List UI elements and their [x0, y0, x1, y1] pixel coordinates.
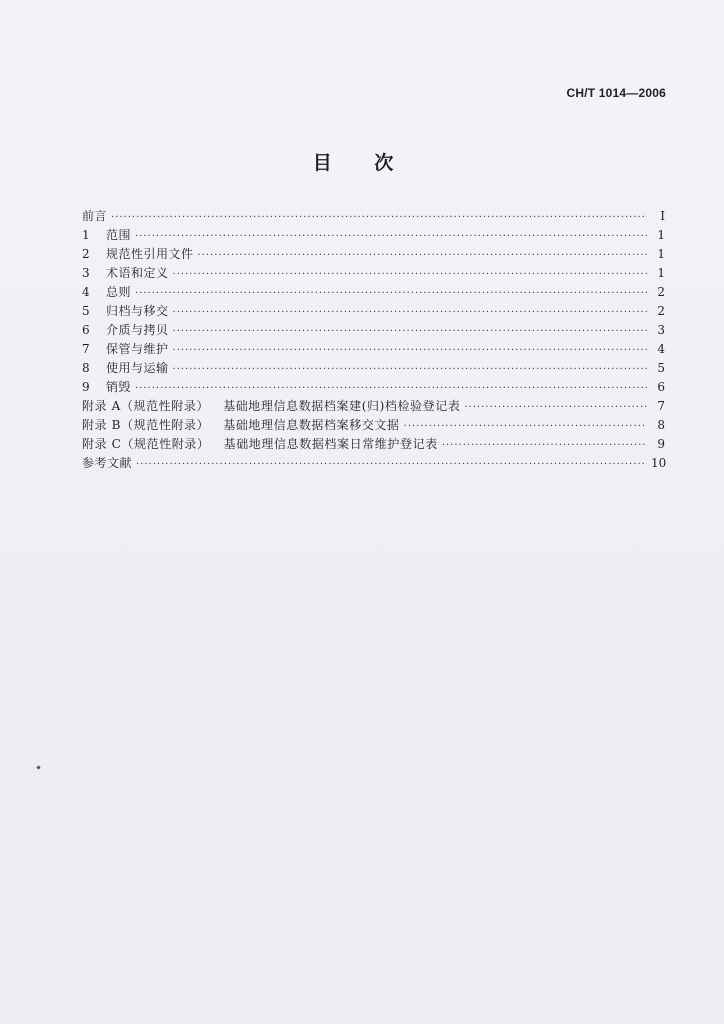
toc-entry-destruction[interactable]	[82, 378, 665, 397]
toc-entry-bibliography[interactable]	[82, 454, 665, 473]
toc-entry-label: 规范性引用文件	[106, 247, 194, 261]
toc-entry-label: 术语和定义	[106, 266, 169, 280]
toc-entry-appendix-a[interactable]	[82, 397, 665, 416]
toc-leader	[173, 322, 647, 341]
appendix-title: 基础地理信息数据档案建(归)档检验登记表	[223, 399, 461, 413]
toc-entry-number: 7	[82, 342, 90, 356]
toc-entry-number: 1	[82, 228, 90, 242]
toc-entry-general[interactable]	[82, 283, 665, 302]
toc-leader	[173, 265, 647, 284]
toc-entry-appendix-c[interactable]	[82, 435, 665, 454]
toc-entry-page: 1	[657, 228, 665, 242]
toc-entry-label: 销毁	[106, 380, 132, 394]
toc-title: 目 次	[312, 152, 412, 174]
toc-entry-label: 范围	[106, 228, 132, 242]
toc-entry-number: 5	[82, 304, 90, 318]
toc-leader	[198, 246, 647, 265]
toc-entry-label: 介质与拷贝	[106, 323, 169, 337]
toc-leader	[135, 284, 647, 303]
toc-entry-label: 前言	[82, 209, 108, 223]
toc-entry-normative-references[interactable]	[82, 245, 665, 264]
appendix-label: 附录 C（规范性附录）	[82, 437, 210, 451]
toc-entry-page: I	[660, 209, 665, 223]
toc-leader	[173, 360, 647, 379]
toc-leader	[135, 379, 647, 398]
toc-entry-appendix-b[interactable]	[82, 416, 665, 435]
appendix-label: 附录 A（规范性附录）	[82, 399, 210, 413]
toc-leader	[135, 227, 647, 246]
appendix-label: 附录 B（规范性附录）	[82, 418, 210, 432]
toc-entry-label: 使用与运输	[106, 361, 169, 375]
toc-leader	[464, 398, 647, 417]
toc-entry-media-copy[interactable]	[82, 321, 665, 340]
toc-entry-label: 归档与移交	[106, 304, 169, 318]
toc-entry-use-transport[interactable]	[82, 359, 665, 378]
toc-entry-label: 总则	[106, 285, 132, 299]
toc-leader	[173, 341, 647, 360]
toc-entry-page: 5	[657, 361, 665, 375]
toc-entry-page: 1	[657, 266, 665, 280]
toc-leader	[173, 303, 647, 322]
toc-entry-page: 7	[657, 399, 665, 413]
toc-entry-page: 3	[657, 323, 665, 337]
toc-entry-archiving-transfer[interactable]	[82, 302, 665, 321]
scan-speck	[36, 765, 40, 769]
toc-entry-page: 4	[657, 342, 665, 356]
toc-leader	[442, 436, 647, 455]
appendix-title: 基础地理信息数据档案移交文据	[223, 418, 400, 432]
toc-entry-terms-definitions[interactable]	[82, 264, 665, 283]
toc-entry-page: 2	[657, 285, 665, 299]
toc-entry-page: 8	[657, 418, 665, 432]
toc-leader	[404, 417, 647, 436]
toc-entry-number: 6	[82, 323, 90, 337]
toc-entry-number: 9	[82, 380, 90, 394]
toc-entry-page: 10	[651, 456, 667, 470]
toc-entry-page: 6	[657, 380, 665, 394]
toc-entry-scope[interactable]	[82, 226, 665, 245]
toc-entry-storage-maintenance[interactable]	[82, 340, 665, 359]
toc-entry-number: 2	[82, 247, 90, 261]
toc-entry-number: 8	[82, 361, 90, 375]
toc-leader	[136, 455, 647, 474]
toc-entry-label: 参考文献	[82, 456, 133, 470]
toc-entry-page: 2	[657, 304, 665, 318]
appendix-title: 基础地理信息数据档案日常维护登记表	[223, 437, 438, 451]
standard-code: CH/T 1014—2006	[566, 86, 666, 100]
table-of-contents	[82, 207, 665, 473]
toc-entry-page: 9	[657, 437, 665, 451]
toc-entry-foreword[interactable]	[82, 207, 665, 226]
toc-entry-number: 3	[82, 266, 90, 280]
toc-entry-label: 保管与维护	[106, 342, 169, 356]
toc-entry-number: 4	[82, 285, 90, 299]
toc-leader	[111, 208, 647, 227]
toc-entry-page: 1	[657, 247, 665, 261]
